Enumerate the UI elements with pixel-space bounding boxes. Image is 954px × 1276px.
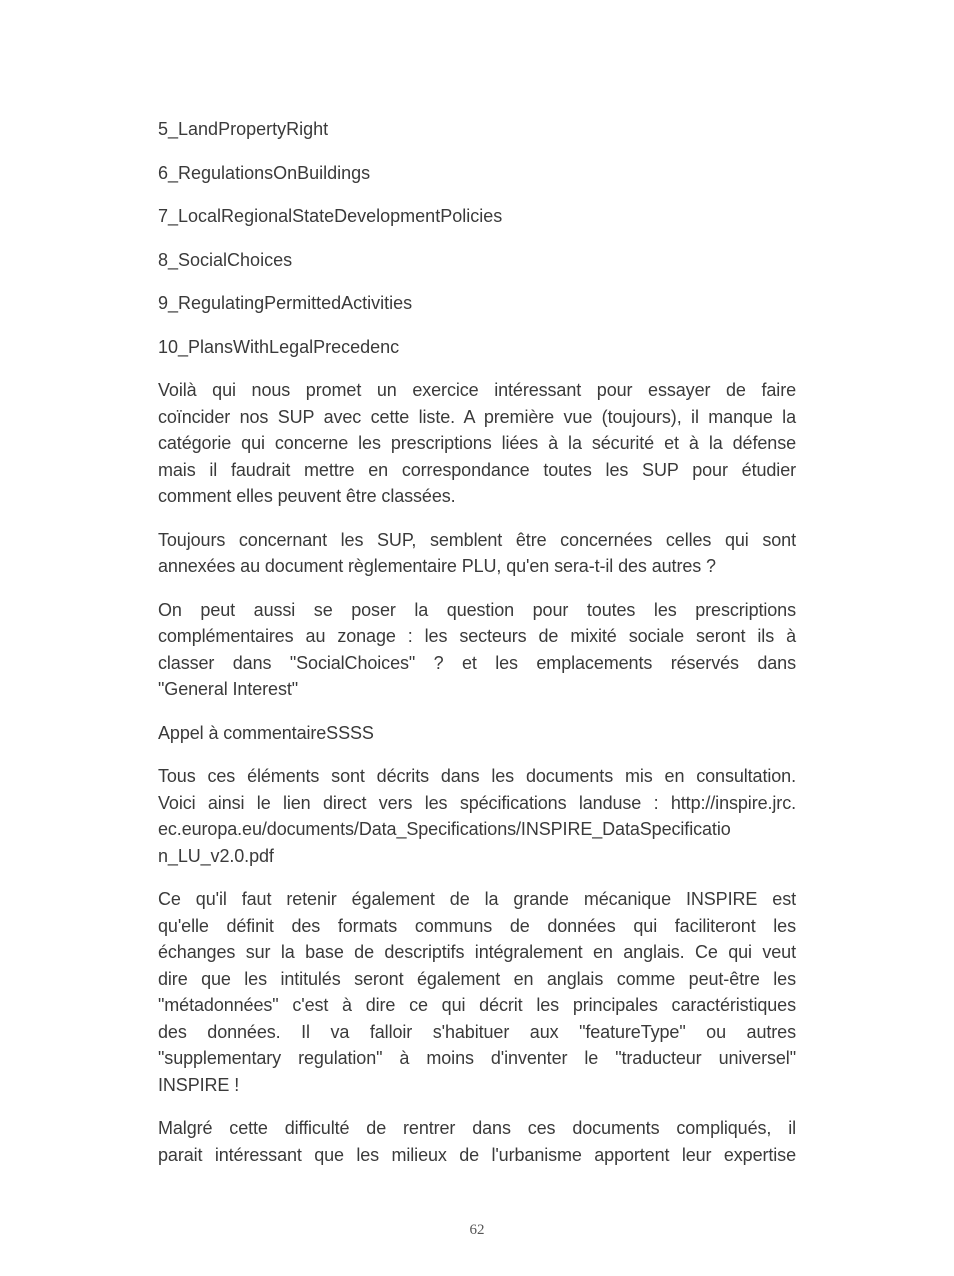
text-line: annexées au document règlementaire PLU, qu'en sera-t-il des autres ? bbox=[158, 556, 716, 576]
text-line: mais il faudrait mettre en correspondance toutes les SUP pour étudier bbox=[158, 459, 796, 480]
text-line: "métadonnées" c'est à dire ce qui décrit les principales caractéristiques bbox=[158, 995, 796, 1015]
paragraph-sup-annexes bbox=[158, 527, 796, 580]
text-line: coïncider nos SUP avec cette liste. A première vue (toujours), il manque la bbox=[158, 406, 796, 427]
text-line: catégorie qui concerne les prescriptions liées à la sécurité et à la défense bbox=[158, 433, 796, 453]
paragraph-call-for-comments bbox=[158, 720, 796, 747]
text-line: des données. Il va falloir s'habituer aux "featureType" ou autres bbox=[158, 1021, 796, 1042]
paragraph-sup-categories bbox=[158, 377, 796, 510]
list-item: 5_LandPropertyRight bbox=[158, 119, 329, 139]
text-line: On peut aussi se poser la question pour toutes les prescriptions bbox=[158, 599, 796, 620]
text-line: dire que les intitulés seront également en anglais comme peut-être les bbox=[158, 968, 796, 989]
paragraph-urbanism-expertise bbox=[158, 1115, 796, 1168]
text-line: "supplementary regulation" à moins d'inventer le "traducteur universel" bbox=[158, 1048, 796, 1068]
page-number: 62 bbox=[469, 1222, 485, 1238]
text-line: Tous ces éléments sont décrits dans les documents mis en consultation. bbox=[158, 766, 796, 786]
list-item: 8_SocialChoices bbox=[158, 249, 293, 270]
text-line: Malgré cette difficulté de rentrer dans ces documents compliqués, il bbox=[158, 1118, 796, 1138]
text-line: comment elles peuvent être classées. bbox=[158, 486, 456, 506]
text-line: Appel à commentaireSSSS bbox=[158, 722, 374, 743]
text-line: Toujours concernant les SUP, semblent être concernées celles qui sont bbox=[158, 529, 796, 550]
list-item: 7_LocalRegionalStateDevelopmentPolicies bbox=[158, 206, 503, 226]
text-line: INSPIRE ! bbox=[158, 1074, 240, 1095]
list-item: 6_RegulationsOnBuildings bbox=[158, 162, 371, 183]
text-line: Voici ainsi le lien direct vers les spécifications landuse : http://inspire.jrc. bbox=[158, 792, 796, 813]
list-item: 10_PlansWithLegalPrecedenc bbox=[158, 336, 400, 357]
text-line: "General Interest" bbox=[158, 679, 299, 699]
text-line: complémentaires au zonage : les secteurs de mixité sociale seront ils à bbox=[158, 626, 796, 646]
paragraph-consultation-link bbox=[158, 763, 796, 869]
list-item: 9_RegulatingPermittedActivities bbox=[158, 293, 413, 313]
text-line: parait intéressant que les milieux de l'urbanisme apportent leur expertise bbox=[158, 1144, 796, 1165]
text-line: classer dans "SocialChoices" ? et les emplacements réservés dans bbox=[158, 652, 796, 673]
text-line: Ce qu'il faut retenir également de la grande mécanique INSPIRE est bbox=[158, 889, 796, 909]
text-line: échanges sur la base de descriptifs intégralement en anglais. Ce qui veut bbox=[158, 942, 796, 962]
text-line: Voilà qui nous promet un exercice intéressant pour essayer de faire bbox=[158, 380, 796, 400]
text-line: ec.europa.eu/documents/Data_Specifications/INSPIRE_DataSpecificatio bbox=[158, 819, 731, 839]
text-line: n_LU_v2.0.pdf bbox=[158, 845, 274, 866]
page-body bbox=[158, 116, 796, 1185]
paragraph-inspire-formats bbox=[158, 886, 796, 1098]
paragraph-zonage-question bbox=[158, 597, 796, 703]
text-line: qu'elle définit des formats communs de données qui faciliteront les bbox=[158, 915, 796, 936]
